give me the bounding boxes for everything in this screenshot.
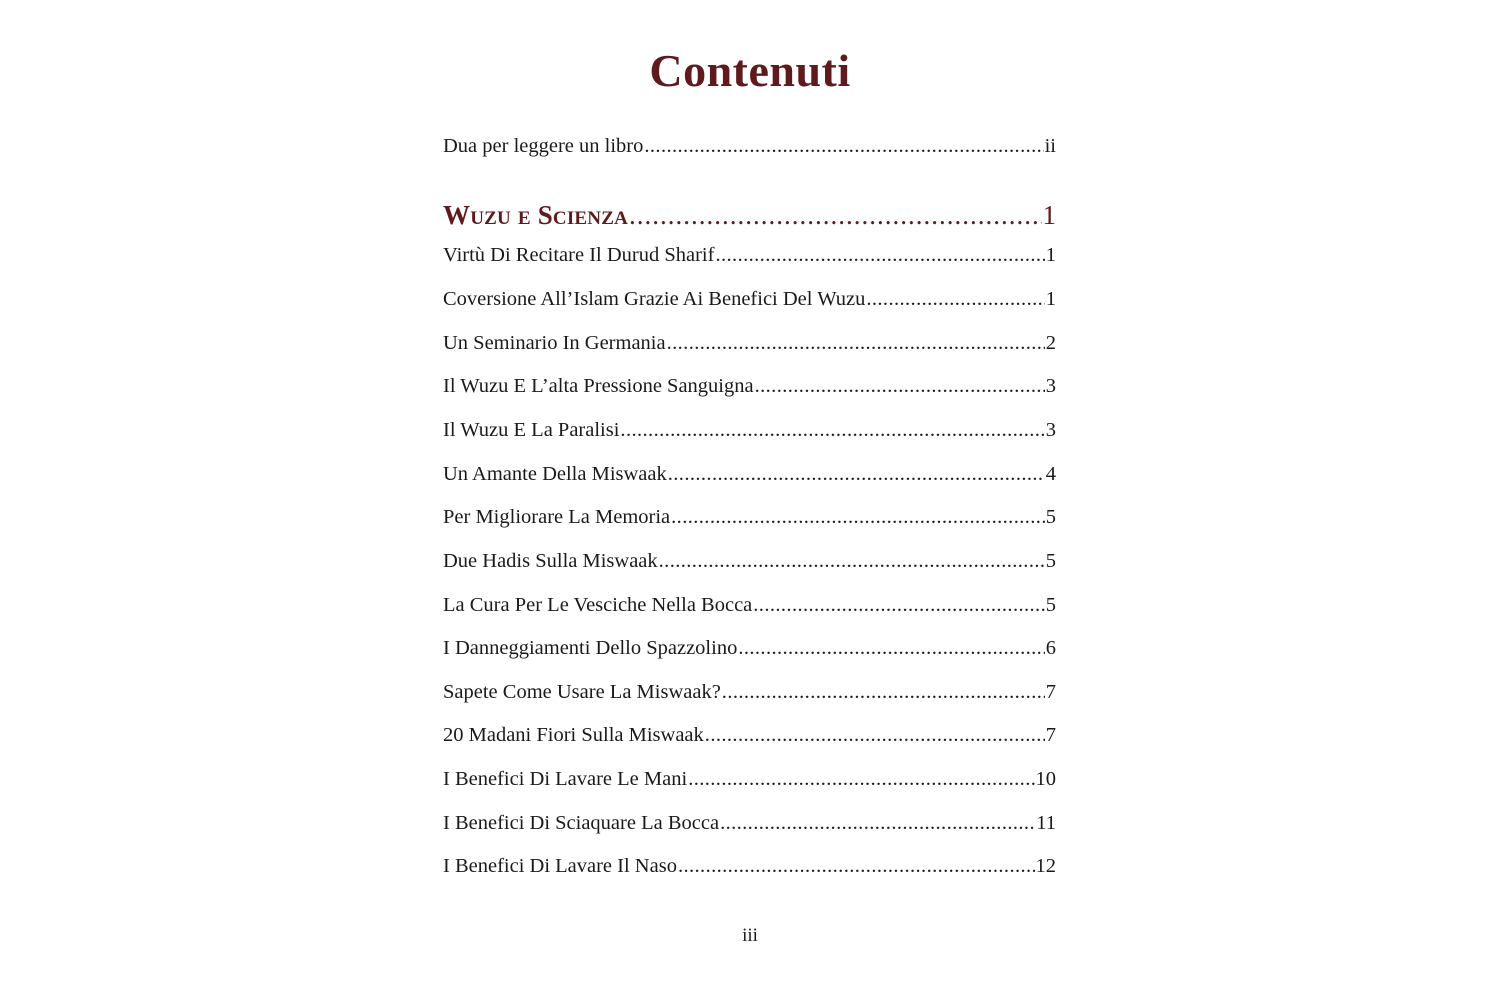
toc-entry-page: 5 [1045, 550, 1056, 572]
toc-entry-page: 1 [1045, 244, 1056, 266]
toc-entry[interactable] [443, 286, 1056, 312]
toc-entry[interactable] [443, 766, 1056, 792]
toc-entry-page: 4 [1045, 463, 1056, 485]
dot-leader [753, 592, 1044, 618]
dot-leader [678, 853, 1035, 879]
toc-entry-preface[interactable] [443, 133, 1056, 159]
toc-entry[interactable] [443, 548, 1056, 574]
page-title: Contenuti [649, 45, 851, 96]
toc-entry-title: I Benefici Di Lavare Le Mani [443, 768, 688, 790]
dot-leader [668, 461, 1045, 487]
dot-leader [755, 373, 1045, 399]
dot-leader [705, 722, 1045, 748]
toc-chapter-title: Wuzu e Scienza [443, 200, 629, 230]
toc-entry[interactable] [443, 417, 1056, 443]
toc-entry-title: Due Hadis Sulla Miswaak [443, 550, 658, 572]
toc-entry-page: 6 [1045, 637, 1056, 659]
dot-leader [667, 330, 1045, 356]
toc-entry[interactable] [443, 679, 1056, 705]
toc-entry-page: 2 [1045, 332, 1056, 354]
toc-entry-page: 3 [1045, 419, 1056, 441]
toc-entry[interactable] [443, 330, 1056, 356]
dot-leader [738, 635, 1044, 661]
toc-entry[interactable] [443, 504, 1056, 530]
dot-leader [659, 548, 1045, 574]
toc-entry[interactable] [443, 722, 1056, 748]
dot-leader [620, 417, 1044, 443]
toc-entry-title: Il Wuzu E La Paralisi [443, 419, 620, 441]
toc-entry[interactable] [443, 242, 1056, 268]
toc-entry-page: 11 [1036, 812, 1056, 834]
dot-leader [866, 286, 1044, 312]
toc-entry-title: La Cura Per Le Vesciche Nella Bocca [443, 594, 753, 616]
toc-entry-page: ii [1044, 135, 1056, 157]
toc-entry-page: 7 [1045, 724, 1056, 746]
dot-leader [629, 199, 1041, 231]
dot-leader [722, 679, 1045, 705]
toc-entry-title: 20 Madani Fiori Sulla Miswaak [443, 724, 704, 746]
toc-entry[interactable] [443, 853, 1056, 879]
page-number: iii [742, 925, 758, 946]
toc-entry-title: Un Seminario In Germania [443, 332, 666, 354]
toc-entry[interactable] [443, 373, 1056, 399]
toc-entry[interactable] [443, 461, 1056, 487]
toc-entry[interactable] [443, 635, 1056, 661]
toc-entry-title: I Danneggiamenti Dello Spazzolino [443, 637, 738, 659]
dot-leader [715, 242, 1044, 268]
toc-chapter-heading[interactable] [443, 199, 1056, 231]
toc-entry-title: Un Amante Della Miswaak [443, 463, 667, 485]
toc-entry[interactable] [443, 592, 1056, 618]
toc-entry[interactable] [443, 810, 1056, 836]
toc-entry-title: Coversione All’Islam Grazie Ai Benefici Del Wuzu [443, 288, 866, 310]
toc-entry-page: 12 [1035, 855, 1056, 877]
toc-entry-page: 5 [1045, 506, 1056, 528]
toc-entry-page: 3 [1045, 375, 1056, 397]
toc-entry-title: I Benefici Di Sciaquare La Bocca [443, 812, 720, 834]
toc-entry-title: Dua per leggere un libro [443, 135, 644, 157]
toc-entry-title: Il Wuzu E L’alta Pressione Sanguigna [443, 375, 754, 397]
dot-leader [688, 766, 1034, 792]
toc-entry-page: 1 [1045, 288, 1056, 310]
toc-entry-title: I Benefici Di Lavare Il Naso [443, 855, 677, 877]
toc-entry-title: Per Migliorare La Memoria [443, 506, 671, 528]
dot-leader [671, 504, 1045, 530]
toc-entry-title: Sapete Come Usare La Miswaak? [443, 681, 721, 703]
toc-entry-page: 7 [1045, 681, 1056, 703]
dot-leader [644, 133, 1043, 159]
toc-entry-title: Virtù Di Recitare Il Durud Sharif [443, 244, 715, 266]
toc-entry-page: 5 [1045, 594, 1056, 616]
toc-entry-page: 10 [1035, 768, 1056, 790]
toc-chapter-page: 1 [1042, 200, 1056, 230]
dot-leader [720, 810, 1035, 836]
